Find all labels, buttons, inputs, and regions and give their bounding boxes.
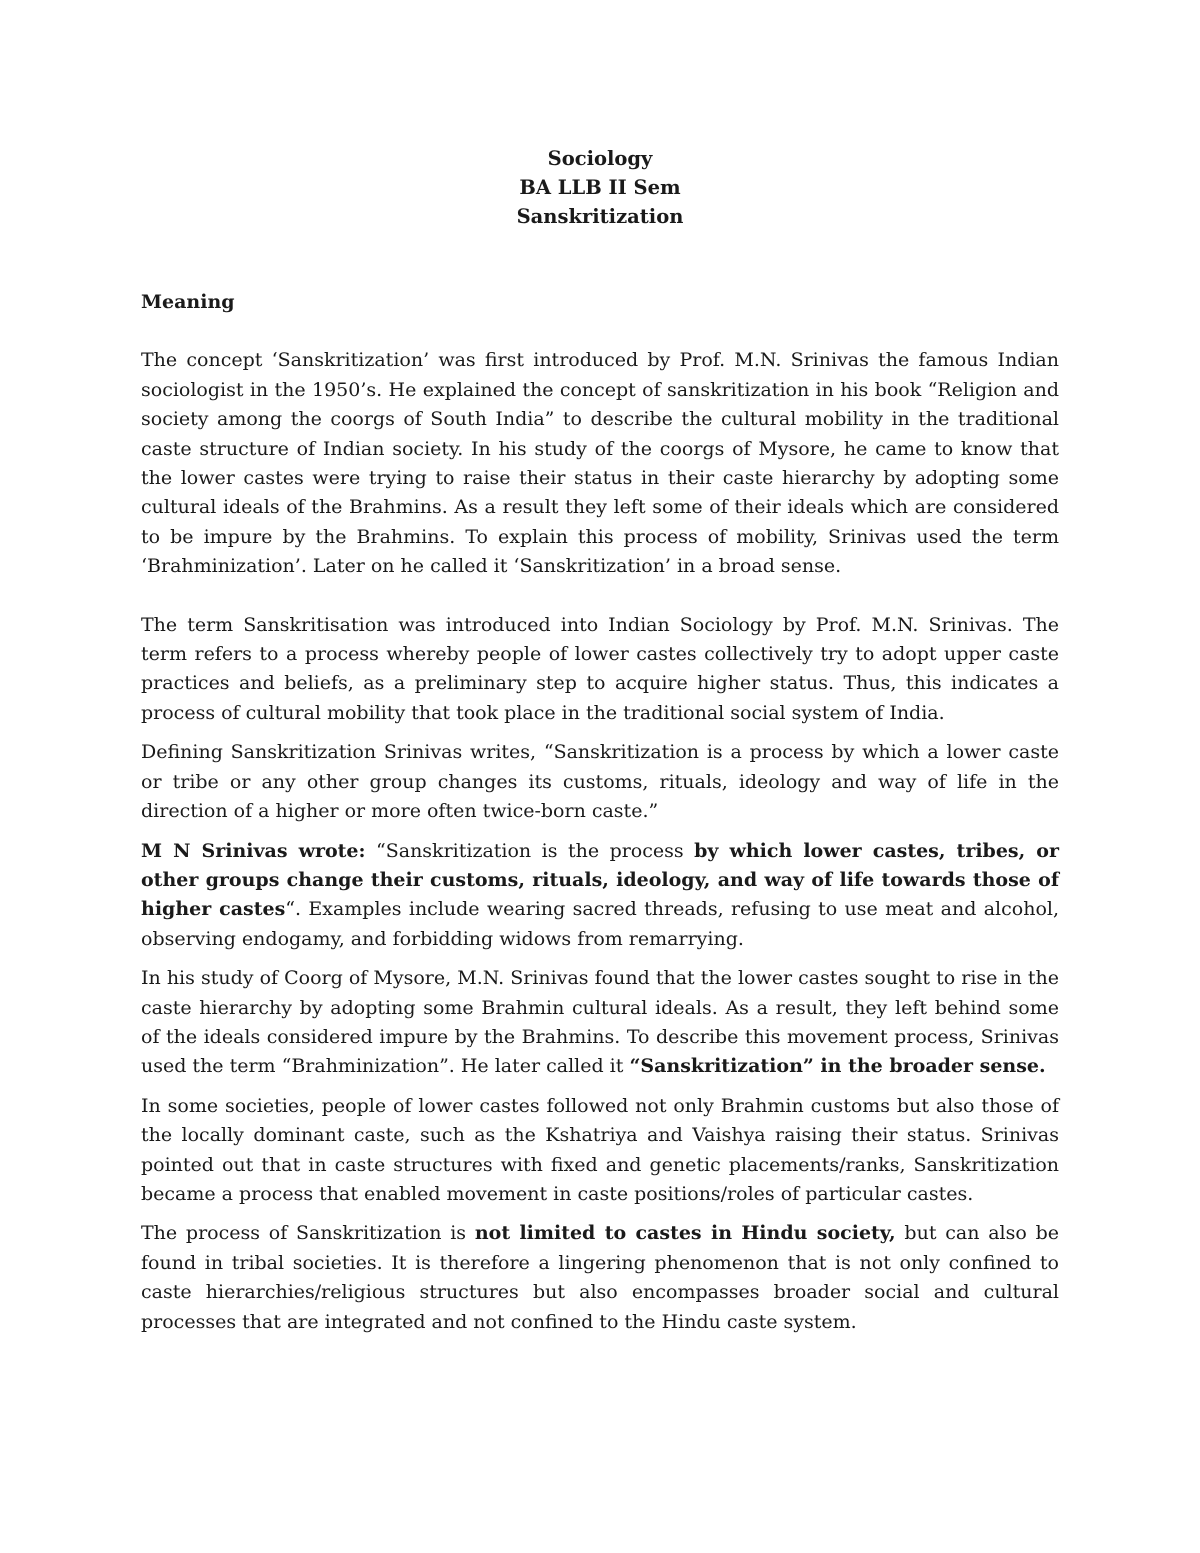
paragraph-4-text-2: “. Examples include wearing sacred threads, refusing to use meat and alcohol, observing endogamy, and forbidding widows from remarrying. — [141, 898, 1059, 950]
paragraph-7 — [141, 1219, 1059, 1337]
document-header — [0, 144, 1200, 231]
paragraph-7-text-2: but can also be found in tribal societies. It is therefore a lingering phenomenon that is not only confined to caste hierarchies/religious structures but also encompasses broader social and cultural processes that are integrated and not confined to the Hindu caste system. — [141, 1222, 1059, 1333]
paragraph-7-text-1: The process of Sanskritization is — [141, 1222, 475, 1245]
subject-title: Sociology — [547, 147, 653, 170]
paragraph-2: The term Sanskritisation was introduced into Indian Sociology by Prof. M.N. Srinivas. The term refers to a process whereby people of lower castes collectively try to adopt upper caste practices and beliefs, as a preliminary step to acquire higher status. Thus, this indicates a process of cultural mobility that took place in the traditional social system of India. — [141, 613, 1059, 724]
paragraph-6: In some societies, people of lower castes followed not only Brahmin customs but also those of the locally dominant caste, such as the Kshatriya and Vaishya raising their status. Srinivas pointed out that in caste structures with fixed and genetic placements/ranks, Sanskritization became a process that enabled movement in caste positions/roles of particular castes. — [141, 1094, 1059, 1205]
paragraph-1: The concept ‘Sanskritization’ was first introduced by Prof. M.N. Srinivas the famous Indian sociologist in the 1950’s. He explained the concept of sanskritization in his book “Religion and society among the coorgs of South India” to describe the cultural mobility in the traditional caste structure of Indian society. In his study of the coorgs of Mysore, he came to know that the lower castes were trying to raise their status in their caste hierarchy by adopting some cultural ideals of the Brahmins. As a result they left some of their ideals which are considered to be impure by the Brahmins. To explain this process of mobility, Srinivas used the term ‘Brahminization’. Later on he called it ‘Sanskritization’ in a broad sense. — [141, 349, 1059, 578]
paragraph-5-text: In his study of Coorg of Mysore, M.N. Srinivas found that the lower castes sought to rise in the caste hierarchy by adopting some Brahmin cultural ideals. As a result, they left behind some of the ideals considered impure by the Brahmins. To describe this movement process, Srinivas used the term “Brahminization”. He later called it — [141, 967, 1059, 1078]
paragraph-4 — [141, 837, 1059, 955]
paragraph-4-bold: by which lower castes, tribes, or other groups change their customs, rituals, ideology, and way of life towards those of higher castes — [141, 839, 1059, 921]
paragraph-7-bold: not limited to castes in Hindu society, — [474, 1222, 896, 1245]
section-heading: Meaning — [141, 291, 235, 313]
paragraph-4-text-1: “Sanskritization is the process — [365, 839, 695, 862]
paragraph-4-lead: M N Srinivas wrote: — [141, 839, 366, 862]
course-title: BA LLB II Sem — [519, 176, 681, 199]
paragraph-3: Defining Sanskritization Srinivas writes, “Sanskritization is a process by which a lower caste or tribe or any other group changes its customs, rituals, ideology and way of life in the direction of a higher or more often twice-born caste.” — [141, 741, 1059, 823]
document-body — [141, 288, 1059, 1347]
topic-title: Sanskritization — [516, 205, 684, 228]
paragraph-5-bold: “Sanskritization” in the broader sense. — [629, 1055, 1046, 1078]
paragraph-5 — [141, 964, 1059, 1082]
